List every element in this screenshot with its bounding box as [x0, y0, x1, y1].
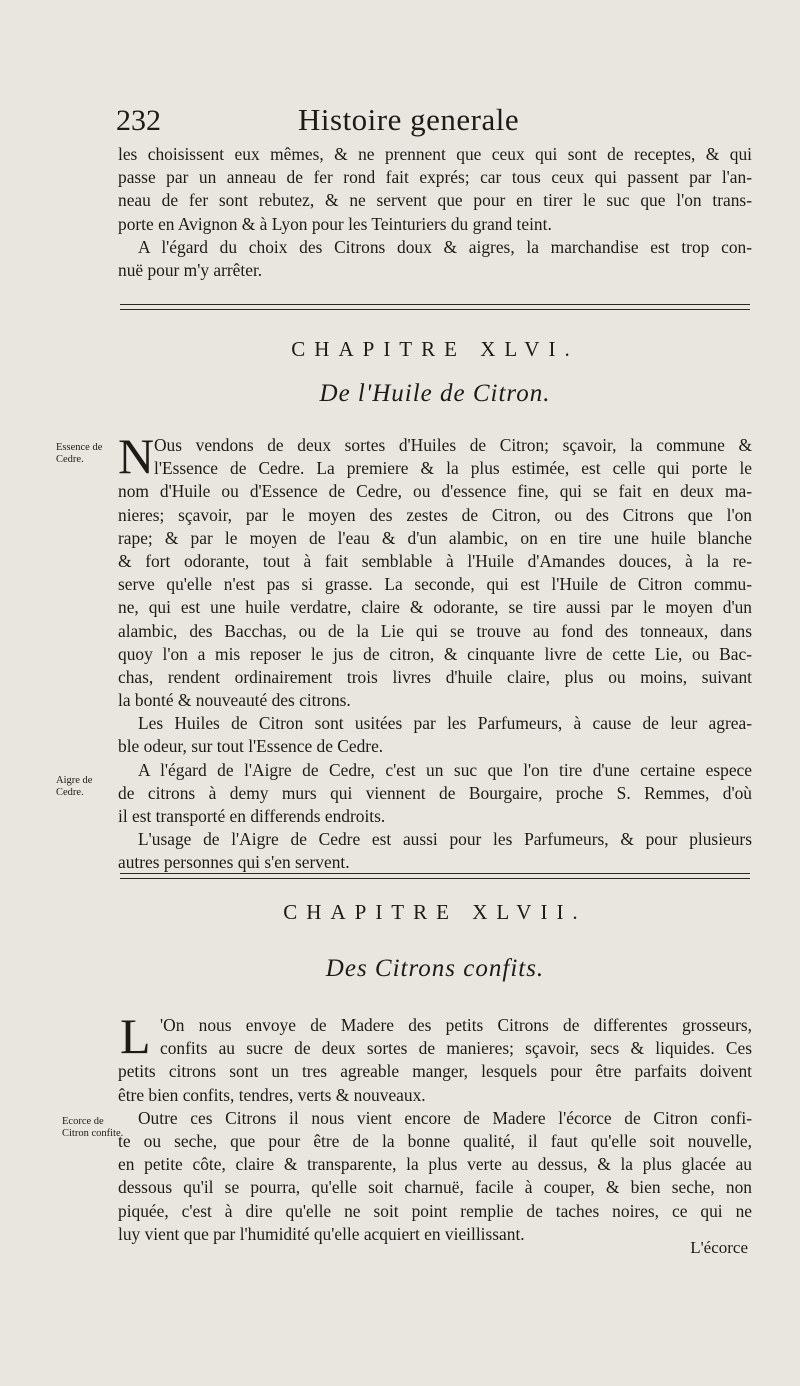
text-line: confits au sucre de deux sortes de manieres; sçavoir, secs & liquides. Ces — [160, 1038, 752, 1059]
text-line: en petite côte, claire & transparente, la plus verte au dessus, & la plus glacée au — [118, 1154, 752, 1175]
text-line: la bonté & nouveauté des citrons. — [118, 690, 351, 711]
text-line: ne, qui est une huile verdatre, claire & odorante, se tire aussi par le moyen d'un — [118, 597, 752, 618]
text-line: les choisissent eux mêmes, & ne prennent que ceux qui sont de receptes, & qui — [118, 144, 752, 164]
text-line: luy vient que par l'humidité qu'elle acquiert en vieillissant. — [118, 1223, 525, 1244]
section-divider — [120, 304, 750, 310]
margin-note: Essence de Cedre. — [56, 442, 103, 465]
text-line: Ous vendons de deux sortes d'Huiles de Citron; sçavoir, la commune & — [154, 435, 752, 455]
text-line: serve qu'elle n'est pas si grasse. La seconde, qui est l'Huile de Citron commu- — [118, 574, 752, 595]
text-line: & fort odorante, tout à fait semblable à l'Huile d'Amandes douces, à la re- — [118, 550, 752, 571]
drop-cap: N — [118, 428, 155, 484]
chapter-46-body — [118, 428, 752, 875]
text-line: neau de fer sont rebutez, & ne servent que pour en tirer le suc que l'on trans- — [118, 190, 752, 211]
running-head — [112, 104, 732, 144]
text-line: A l'égard de l'Aigre de Cedre, c'est un suc que l'on tire d'une certaine espece — [138, 759, 752, 780]
text-line: Les Huiles de Citron sont usitées par les Parfumeurs, à cause de leur agrea- — [138, 713, 752, 734]
text-line: petits citrons sont un tres agreable manger, lesquels pour être parfaits doivent — [118, 1061, 752, 1082]
page-number: 232 — [116, 104, 161, 137]
text-line: A l'égard du choix des Citrons doux & aigres, la marchandise est trop con- — [138, 236, 752, 257]
running-title: Histoire generale — [298, 102, 520, 137]
text-line: 'On nous envoye de Madere des petits Citrons de differentes grosseurs, — [160, 1015, 752, 1035]
margin-note: Ecorce de Citron confite. — [62, 1116, 124, 1139]
text-line: nom d'Huile ou d'Essence de Cedre, ou d'essence fine, qui se fait en deux ma- — [118, 481, 752, 502]
text-line: te ou seche, que pour être de la bonne qualité, il faut qu'elle soit nouvelle, — [118, 1130, 752, 1151]
chapter-heading: CHAPITRE XLVI. — [291, 337, 579, 361]
chapter-subtitle: Des Citrons confits. — [325, 955, 545, 982]
text-line: quoy l'on a mis reposer le jus de citron, & cinquante livre de cette Lie, ou Bac- — [118, 643, 752, 664]
text-line: nieres; sçavoir, par le moyen des zestes de Citron, ou des Citrons que l'on — [118, 504, 752, 525]
text-line: il est transporté en differends endroits. — [118, 806, 386, 826]
catchword: L'écorce — [690, 1238, 748, 1257]
text-line: nuë pour m'y arrêter. — [118, 259, 263, 280]
chapter-heading: CHAPITRE XLVII. — [283, 900, 587, 924]
section-divider — [120, 873, 750, 879]
chapter-47-body — [118, 1008, 752, 1246]
text-line: porte en Avignon & à Lyon pour les Teinturiers du grand teint. — [118, 213, 552, 234]
text-line: ble odeur, sur tout l'Essence de Cedre. — [118, 736, 384, 757]
margin-note: Aigre de Cedre. — [56, 775, 93, 798]
text-line: dessous qu'il se pourra, qu'elle soit charnuë, facile à couper, & bien seche, non — [118, 1177, 752, 1198]
drop-cap: L — [120, 1008, 151, 1064]
text-line: Outre ces Citrons il nous vient encore de Madere l'écorce de Citron confi- — [138, 1107, 752, 1128]
intro-text — [118, 143, 752, 282]
text-line: passe par un anneau de fer rond fait exprés; car tous ceux qui passent par l'an- — [118, 167, 752, 188]
text-line: être bien confits, tendres, verts & nouveaux. — [118, 1084, 426, 1105]
text-line: de citrons à demy murs qui viennent de Bourgaire, proche S. Remmes, d'où — [118, 782, 752, 803]
text-line: autres personnes qui s'en servent. — [118, 852, 350, 873]
chapter-subtitle: De l'Huile de Citron. — [319, 380, 551, 407]
text-line: L'usage de l'Aigre de Cedre est aussi pour les Parfumeurs, & pour plusieurs — [138, 829, 752, 850]
text-line: alambic, des Bacchas, ou de la Lie qui se trouve au fond des tonneaux, dans — [118, 620, 752, 641]
text-line: l'Essence de Cedre. La premiere & la plus estimée, est celle qui porte le — [154, 458, 752, 479]
text-line: piquée, c'est à dire qu'elle ne soit point remplie de taches noires, ce qui ne — [118, 1200, 752, 1221]
text-line: rape; & par le moyen de l'eau & d'un alambic, on en tire une huile blanche — [118, 527, 752, 548]
text-line: chas, rendent ordinairement trois livres d'huile claire, plus ou moins, suivant — [118, 666, 752, 687]
